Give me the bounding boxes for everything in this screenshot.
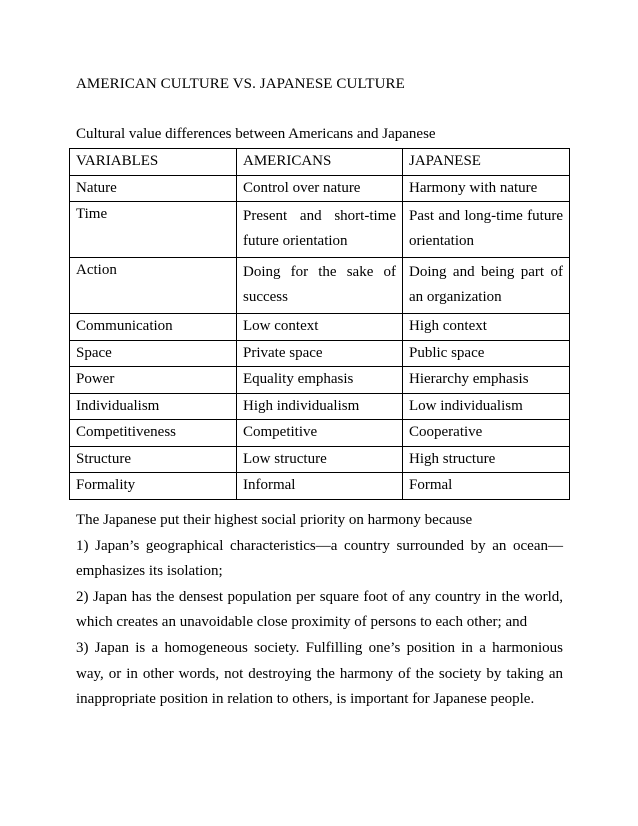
table-header-row [70,149,570,176]
header-japanese: JAPANESE [403,149,570,176]
americans-cell: Present and short-time future orientation [237,202,403,258]
japanese-cell: Low individualism [403,393,570,420]
reason-3-paragraph: 3) Japan is a homogeneous society. Fulfilling one’s position in a harmonious way, or in other words, not destroying the harmony of the society by taking an inappropriate position in relation to others, is important for Japanese people. [76,639,563,708]
americans-cell: Equality emphasis [237,367,403,394]
variable-cell: Formality [70,473,237,500]
variable-cell: Power [70,367,237,394]
japanese-cell: High structure [403,446,570,473]
header-americans: AMERICANS [237,149,403,176]
table-row [70,202,570,258]
table-row [70,367,570,394]
variable-cell: Structure [70,446,237,473]
body-text [76,508,563,713]
variable-cell: Action [70,258,237,314]
japanese-cell: Cooperative [403,420,570,447]
japanese-cell: Doing and being part of an organization [403,258,570,314]
table-row [70,420,570,447]
table-row [70,314,570,341]
americans-cell: Control over nature [237,175,403,202]
table-row [70,393,570,420]
americans-cell: Private space [237,340,403,367]
japanese-cell: Hierarchy emphasis [403,367,570,394]
japanese-cell: Harmony with nature [403,175,570,202]
americans-cell: Low structure [237,446,403,473]
americans-cell: Competitive [237,420,403,447]
table-caption: Cultural value differences between Americans and Japanese [76,126,436,142]
americans-cell: Doing for the sake of success [237,258,403,314]
table-row [70,175,570,202]
japanese-cell: Public space [403,340,570,367]
japanese-cell: Past and long-time future orientation [403,202,570,258]
variable-cell: Competitiveness [70,420,237,447]
variable-cell: Space [70,340,237,367]
japanese-cell: High context [403,314,570,341]
variable-cell: Individualism [70,393,237,420]
cultural-values-table [69,148,570,500]
variable-cell: Nature [70,175,237,202]
variable-cell: Time [70,202,237,258]
reason-1-paragraph: 1) Japan’s geographical characteristics—a country surrounded by an ocean—emphasizes its isolation; [76,537,563,580]
page-title: AMERICAN CULTURE VS. JAPANESE CULTURE [76,76,405,92]
americans-cell: High individualism [237,393,403,420]
reason-2-paragraph: 2) Japan has the densest population per square foot of any country in the world, which creates an unavoidable close proximity of persons to each other; and [76,588,563,631]
table-row [70,473,570,500]
table-row [70,340,570,367]
variable-cell: Communication [70,314,237,341]
table-row [70,258,570,314]
japanese-cell: Formal [403,473,570,500]
intro-paragraph: The Japanese put their highest social priority on harmony because [76,512,473,528]
header-variables: VARIABLES [70,149,237,176]
americans-cell: Informal [237,473,403,500]
table-row [70,446,570,473]
americans-cell: Low context [237,314,403,341]
